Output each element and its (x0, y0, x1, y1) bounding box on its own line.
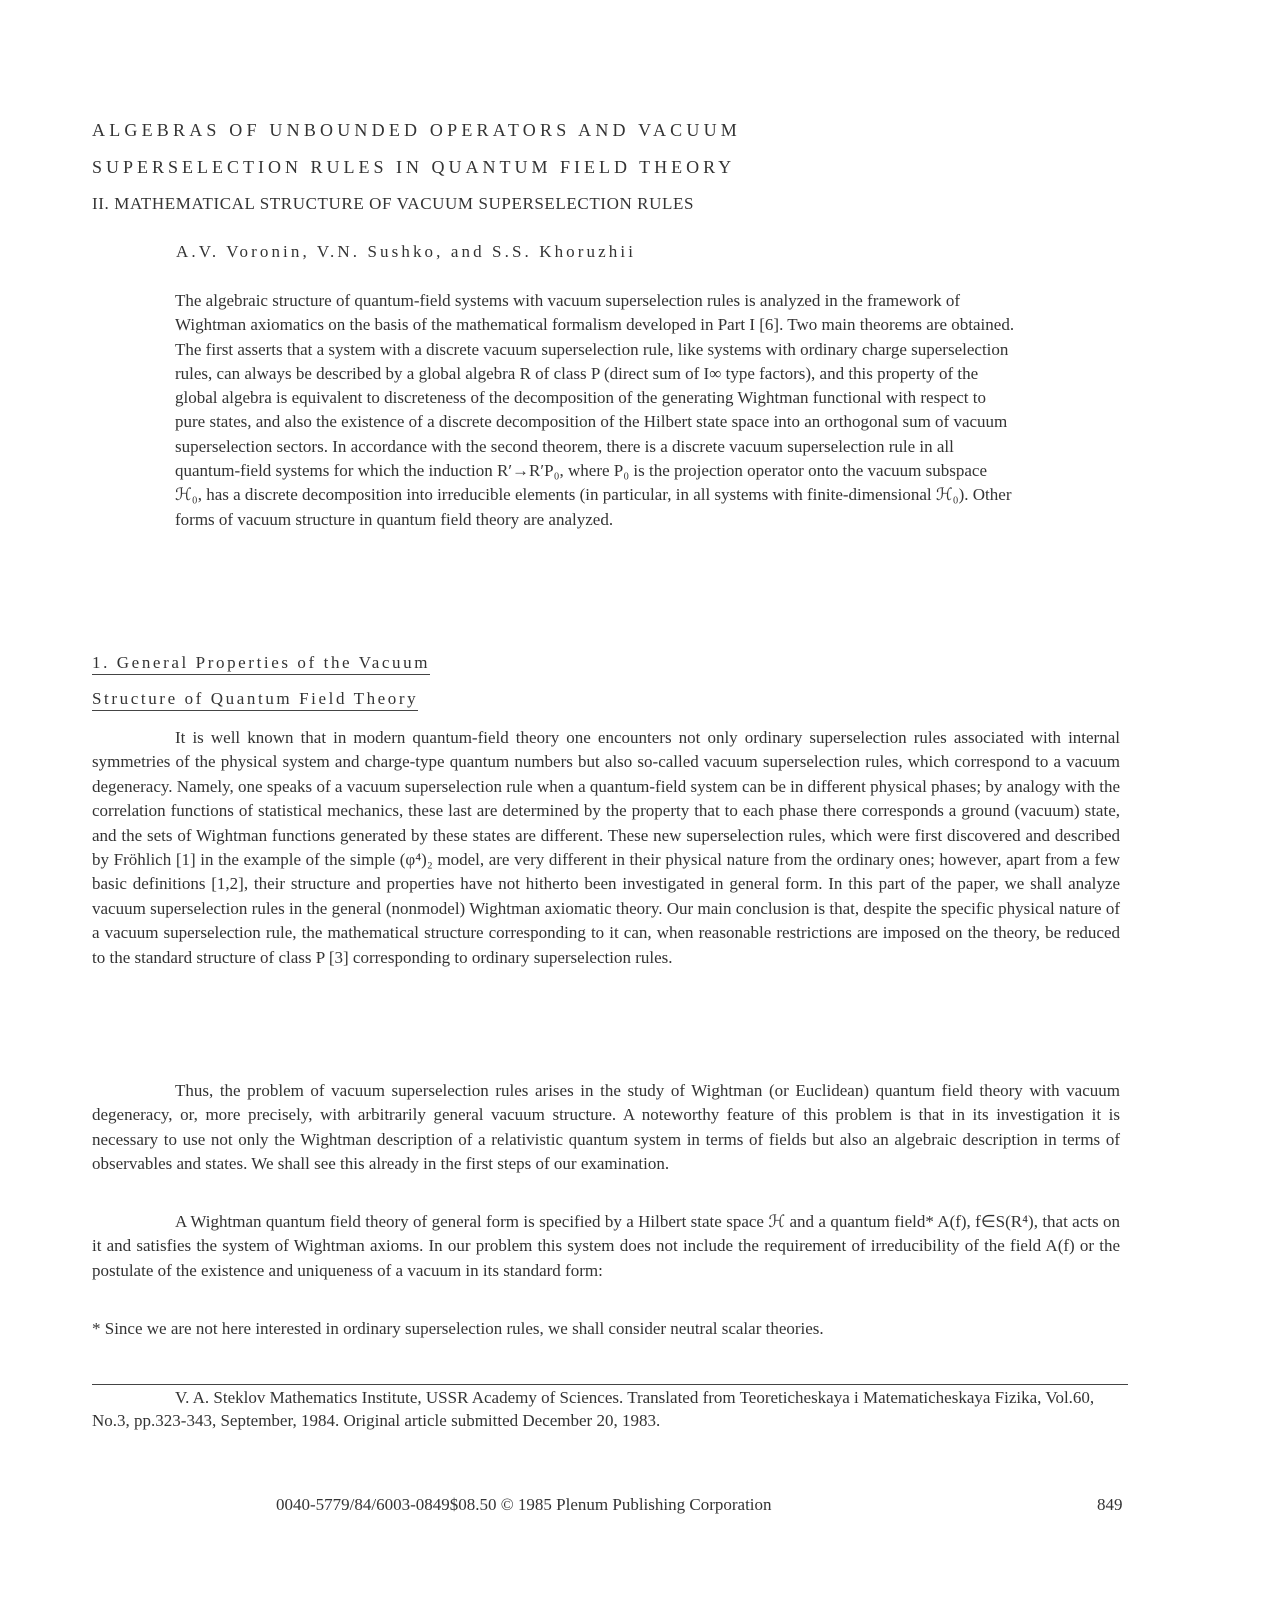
title-line-2: SUPERSELECTION RULES IN QUANTUM FIELD THEORY (92, 157, 736, 177)
footnote: * Since we are not here interested in ordinary superselection rules, we shall consider neutral scalar theories. (92, 1319, 824, 1338)
page-number: 849 (1097, 1495, 1123, 1514)
body-paragraph-2: Thus, the problem of vacuum superselection rules arises in the study of Wightman (or Euclidean) quantum field theory with vacuum degeneracy, or, more precisely, with arbitrarily general vacuum structure. A noteworthy feature of this problem is that in its investigation it is necessary to use not only the Wightman description of a relativistic quantum system in terms of fields but also an algebraic description in terms of observables and states. We shall see this already in the first steps of our examination. (92, 1081, 1120, 1174)
body-paragraph-3: A Wightman quantum field theory of general form is specified by a Hilbert state space ℋ and a quantum field* A(f), f∈S(R⁴), that acts on it and satisfies the system of Wightman axioms. In our problem this system does not include the requirement of irreducibility of the field A(f) or the postulate of the existence and uniqueness of a vacuum in its standard form: (92, 1212, 1120, 1280)
affiliation-note: V. A. Steklov Mathematics Institute, USSR Academy of Sciences. Translated from Teoreticheskaya i Matematicheskaya Fizika, Vol.60, No.3, pp.323-343, September, 1984. Original article submitted December 20, 1983. (92, 1388, 1095, 1430)
section-heading-line-2: Structure of Quantum Field Theory (92, 689, 418, 711)
authors: A.V. Voronin, V.N. Sushko, and S.S. Khoruzhii (176, 242, 637, 261)
title-line-1: ALGEBRAS OF UNBOUNDED OPERATORS AND VACUUM (92, 120, 741, 140)
abstract: The algebraic structure of quantum-field systems with vacuum superselection rules is analyzed in the framework of Wightman axiomatics on the basis of the mathematical formalism developed in Part I [6]. Two main theorems are obtained. The first asserts that a system with a discrete vacuum superselection rule, like systems with ordinary charge superselection rules, can always be described by a global algebra R of class P (direct sum of I∞ type factors), and this property of the global algebra is equivalent to discreteness of the decomposition of the generating Wightman functional with respect to pure states, and also the existence of a discrete decomposition of the Hilbert state space into an orthogonal sum of vacuum superselection sectors. In accordance with the second theorem, there is a discrete vacuum superselection rule in all quantum-field systems for which the induction R′→R′P₀, where P₀ is the projection operator onto the vacuum subspace ℋ₀, has a discrete decomposition into irreducible elements (in particular, in all systems with finite-dimensional ℋ₀). Other forms of vacuum structure in quantum field theory are analyzed. (175, 291, 1015, 529)
section-heading-line-1: 1. General Properties of the Vacuum (92, 653, 430, 675)
footnote-divider (92, 1384, 1128, 1385)
publication-code: 0040-5779/84/6003-0849$08.50 © 1985 Plenum Publishing Corporation (276, 1495, 772, 1514)
body-paragraph-1: It is well known that in modern quantum-field theory one encounters not only ordinary superselection rules associated with internal symmetries of the physical system and charge-type quantum numbers but also so-called vacuum superselection rules, which correspond to a vacuum degeneracy. Namely, one speaks of a vacuum superselection rule when a quantum-field system can be in different physical phases; by analogy with the correlation functions of statistical mechanics, these last are determined by the property that to each phase there corresponds a ground (vacuum) state, and the sets of Wightman functions generated by these states are different. These new superselection rules, which were first discovered and described by Fröhlich [1] in the example of the simple (φ⁴)₂ model, are very different in their physical nature from the ordinary ones; however, apart from a few basic definitions [1,2], their structure and properties have not hitherto been investigated in general form. In this part of the paper, we shall analyze vacuum superselection rules in the general (nonmodel) Wightman axiomatic theory. Our main conclusion is that, despite the specific physical nature of a vacuum superselection rule, the mathematical structure corresponding to it can, when reasonable restrictions are imposed on the theory, be reduced to the standard structure of class P [3] corresponding to ordinary superselection rules. (92, 728, 1120, 967)
title-line-3: II. MATHEMATICAL STRUCTURE OF VACUUM SUPERSELECTION RULES (92, 194, 695, 213)
